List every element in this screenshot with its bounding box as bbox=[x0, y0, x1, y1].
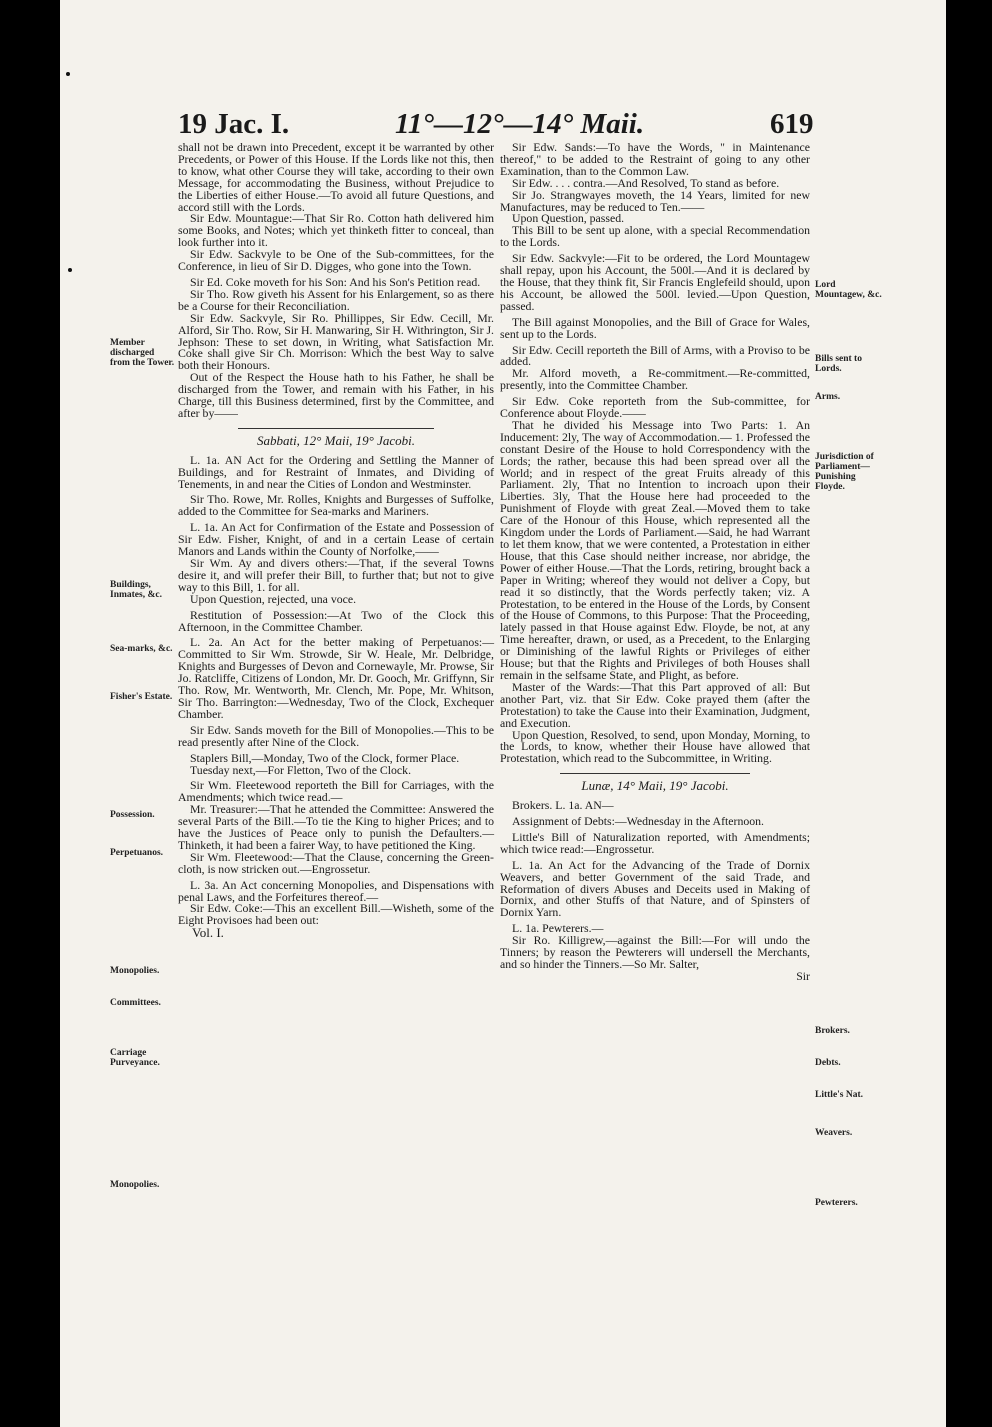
paragraph: That he divided his Message into Two Parts: 1. An Inducement: 2ly, The way of Accommodation.— 1. Professed the constant Desire of the House to hold Correspondency with the Lords; the rather, because this had been spread over all the World; and in respect of the great Fruits already of this Parliament. 2ly, That no Intention to incroach upon their Liberties. 3ly, That the House here had proceeded to the Punishment of Floyde with great Zeal.—Moved them to take Care of the Honour of this House, which represented all the Kingdom under the Lords of Parliament.—Said, he had Warrant to let them know, that we were contented, a Protestation in either House, that this Case should neither increase, nor abridge, the Power of either House.—That the Lords, retiring, brought back a Paper in Writing; whereof they would not deliver a Copy, but read it so distinctly, that the Words perfectly taken; viz. A Protestation, to be entered in the House of the Lords, by Consent of the House of Commons, to this Purpose: That the Proceeding, lately passed in that House against Edw. Floyde, be not, at any Time hereafter, drawn, or used, as a Precedent, to the Enlarging or Diminishing of the lawful Rights or Privileges of either House; but that the Rights and Privileges of both Houses shall remain in the selfsame State, and Plight, as before. bbox=[500, 417, 810, 682]
margin-note: Brokers. bbox=[815, 1026, 850, 1036]
running-head-center: 11°—12°—14° Maii. bbox=[395, 108, 645, 140]
section-rule bbox=[560, 773, 750, 774]
margin-note: Member discharged from the Tower. bbox=[110, 338, 175, 368]
paragraph: Sir Wm. Fleetewood reporteth the Bill for Carriages, with the Amendments; which twice read.— bbox=[178, 778, 494, 805]
margin-note: Weavers. bbox=[815, 1128, 853, 1138]
paragraph: L. 1a. An Act for Confirmation of the Estate and Possession of Sir Edw. Fisher, Knight, of and in a certain Lease of certain Manors and Lands within the County of Norfolke,—— bbox=[178, 520, 494, 559]
paragraph: The Bill against Monopolies, and the Bill of Grace for Wales, sent up to the Lords. bbox=[500, 314, 810, 341]
running-head-left: 19 Jac. I. bbox=[178, 108, 290, 140]
margin-note: Committees. bbox=[110, 998, 161, 1008]
paragraph: Sir Edw. Sackvyle:—Fit to be ordered, the Lord Mountagew shall repay, upon his Account, the 500l.—And it is declared by the House, that they think fit, Sir Francis Englefeild should, upon his Account, be allowed the 500l. levied.—Upon Question, passed. bbox=[500, 251, 810, 313]
paragraph: Mr. Treasurer:—That he attended the Committee: Answered the several Parts of the Bill.—To tie the King to higher Prices; and to have the Justices of Peace only to punish the Defaulters.—Thinketh, it had been a fairer Way, to have petitioned the King. bbox=[178, 802, 494, 852]
paragraph: Tuesday next,—For Fletton, Two of the Clock. bbox=[190, 762, 412, 777]
paragraph: Sir Jo. Strangwayes moveth, the 14 Years, limited for new Manufactures, may be reduced to Ten.—— bbox=[500, 187, 810, 214]
paragraph: L. 3a. An Act concerning Monopolies, and Dispensations with penal Laws, and the Forfeitures thereof.— bbox=[178, 877, 494, 904]
paragraph: L. 2a. An Act for the better making of Perpetuanos:—Committed to Sir Wm. Strowde, Sir W. Heale, Mr. Delbridge, Knights and Burgesses of Devon and Cornewayle, Mr. Prowse, Sir Jo. Ratcliffe, Citizens of London, Mr. Dr. Gooch, Mr. Griffynn, Sir Tho. Row, Mr. Wentworth, Mr. Clench, Mr. Pope, Mr. Whitson, Sir Tho. Barrington:—Wednesday, Two of the Clock, Exchequer Chamber. bbox=[178, 635, 494, 721]
footer-signature: Vol. I. bbox=[192, 925, 224, 941]
paragraph: Sir Edw. . . . contra.—And Resolved, To stand as before. bbox=[512, 175, 780, 190]
paragraph: Sir Edw. Coke:—This an excellent Bill.—Wisheth, some of the Eight Provisoes had been out: bbox=[178, 901, 494, 928]
margin-note: Arms. bbox=[815, 392, 841, 402]
page-scan bbox=[60, 0, 946, 1427]
margin-mark bbox=[68, 268, 72, 272]
margin-note: Monopolies. bbox=[110, 966, 160, 976]
paragraph: Upon Question, passed. bbox=[512, 211, 625, 226]
paragraph: Sir Tho. Row giveth his Assent for his Enlargement, so as there be a Course for their Reconciliation. bbox=[178, 286, 494, 313]
paragraph: Upon Question, Resolved, to send, upon Monday, Morning, to the Lords, to know, whether their House have allowed that Protestation, which read to the Subcommittee, in Writing. bbox=[500, 727, 810, 766]
right-column bbox=[500, 142, 810, 983]
paragraph: Master of the Wards:—That this Part approved of all: But another Part, viz. that Sir Edw. Coke prayed them (after the Protestation) to take the Cause into their Examination, Judgment, and Execution. bbox=[500, 679, 810, 730]
margin-note: Sea-marks, &c. bbox=[110, 644, 173, 654]
paragraph: Sir Wm. Ay and divers others:—That, if the several Towns desire it, and will prefer their Bill, to further that; but not to give way to this Bill, 1. for all. bbox=[178, 556, 494, 594]
paragraph: Sir Edw. Sands moveth for the Bill of Monopolies.—This to be read presently after Nine of the Clock. bbox=[178, 722, 494, 749]
paragraph: Sir Edw. Coke reporteth from the Sub-committee, for Conference about Floyde.—— bbox=[500, 394, 810, 421]
page-number: 619 bbox=[770, 108, 814, 140]
margin-note: Lord Mountagew, &c. bbox=[815, 280, 882, 300]
paragraph: Restitution of Possession:—At Two of the Clock this Afternoon, in the Committee Chamber. bbox=[178, 607, 494, 634]
paragraph: Staplers Bill,—Monday, Two of the Clock, former Place. bbox=[190, 750, 460, 765]
paragraph: Sir Edw. Mountague:—That Sir Ro. Cotton hath delivered him some Books, and Notes; which yet thinketh fitter to conceal, than look further into it. bbox=[178, 211, 494, 250]
paragraph: L. 1a. Pewterers.— bbox=[512, 921, 604, 936]
paragraph: Sir Edw. Cecill reporteth the Bill of Arms, with a Proviso to be added. bbox=[500, 342, 810, 369]
section-heading: Lunæ, 14° Maii, 19° Jacobi. bbox=[581, 778, 729, 794]
margin-note: Pewterers. bbox=[815, 1198, 858, 1208]
paragraph: Sir Edw. Sackvyle, Sir Ro. Phillippes, Sir Edw. Cecill, Mr. Alford, Sir Tho. Row, Sir H. Manwaring, Sir H. Withrington, Sir J. Jephson: These to set down, in Writing, what Satisfaction Mr. Coke shall give Sir Ch. Morrison: Which the best Way to salve both their Honours. bbox=[178, 310, 494, 373]
paragraph: Assignment of Debts:—Wednesday in the Afternoon. bbox=[512, 814, 764, 829]
paragraph: Sir Tho. Rowe, Mr. Rolles, Knights and Burgesses of Suffolke, added to the Committee for Sea-marks and Mariners. bbox=[178, 492, 494, 519]
section-rule bbox=[238, 428, 434, 429]
margin-note: Possession. bbox=[110, 810, 155, 820]
paragraph: Sir Edw. Sackvyle to be One of the Sub-committees, for the Conference, in lieu of Sir D. Digges, who gone into the Town. bbox=[178, 247, 494, 274]
paragraph: Sir Wm. Fleetewood:—That the Clause, concerning the Green-cloth, is now stricken out.—Engrossetur. bbox=[178, 849, 494, 876]
paragraph: L. 1a. An Act for the Advancing of the Trade of Dornix Weavers, and better Government of the said Trade, and Reformation of divers Abuses and Deceits used in Making of Dornix, and other Stuffs of that Nature, and of Spinsters of Dornix Yarn. bbox=[500, 857, 810, 920]
left-column bbox=[178, 142, 494, 939]
paragraph: Little's Bill of Naturalization reported, with Amendments; which twice read:—Engrossetur. bbox=[500, 829, 810, 856]
margin-note: Perpetuanos. bbox=[110, 848, 164, 858]
paragraph: Sir Ro. Killigrew,—against the Bill:—For will undo the Tinners; by reason the Pewterers will undersell the Merchants, and so hinder the Tinners.—So Mr. Salter, bbox=[500, 933, 810, 971]
catchword: Sir bbox=[796, 968, 810, 983]
margin-note: Fisher's Estate. bbox=[110, 692, 173, 702]
paragraph: Sir Edw. Sands:—To have the Words, " in Maintenance thereof," to be added to the Restraint of going to any other Examination, than to the Common Law. bbox=[500, 140, 810, 178]
margin-note: Bills sent to Lords. bbox=[815, 354, 862, 374]
margin-note: Debts. bbox=[815, 1058, 841, 1068]
paragraph: Out of the Respect the House hath to his Father, he shall be discharged from the Tower, and remain with his Father, in his Charge, till this Business determined, first by the Committee, and after by—— bbox=[178, 370, 494, 420]
paragraph: Sir Ed. Coke moveth for his Son: And his Son's Petition read. bbox=[190, 274, 481, 289]
margin-note: Monopolies. bbox=[110, 1180, 160, 1190]
paragraph: shall not be drawn into Precedent, except it be warranted by other Precedents, or Power of this House. If the Lords like not this, then to know, what other Course they will take, according to their own Message, for accommodating the Business, without Prejudice to the Liberties of either House.—To avoid all future Questions, and accord still with the Lords. bbox=[178, 140, 494, 214]
section-heading: Sabbati, 12° Maii, 19° Jacobi. bbox=[256, 432, 416, 448]
paragraph: This Bill to be sent up alone, with a special Recommendation to the Lords. bbox=[500, 223, 810, 250]
margin-note: Jurisdiction of Parliament—Punishing Floyde. bbox=[815, 452, 874, 492]
margin-mark bbox=[66, 72, 70, 76]
margin-note: Little's Nat. bbox=[815, 1090, 864, 1100]
paragraph: Mr. Alford moveth, a Re-commitment.—Re-committed, presently, into the Committee Chamber. bbox=[500, 366, 810, 393]
paragraph: Brokers. L. 1a. AN— bbox=[512, 798, 614, 813]
margin-note: Carriage Purveyance. bbox=[110, 1048, 160, 1068]
paragraph: Upon Question, rejected, una voce. bbox=[190, 591, 357, 606]
paragraph: L. 1a. AN Act for the Ordering and Settling the Manner of Buildings, and for Restraint of Inmates, and Dividing of Tenements, in and near the Cities of London and Westminster. bbox=[178, 452, 494, 491]
margin-note: Buildings, Inmates, &c. bbox=[110, 580, 162, 600]
